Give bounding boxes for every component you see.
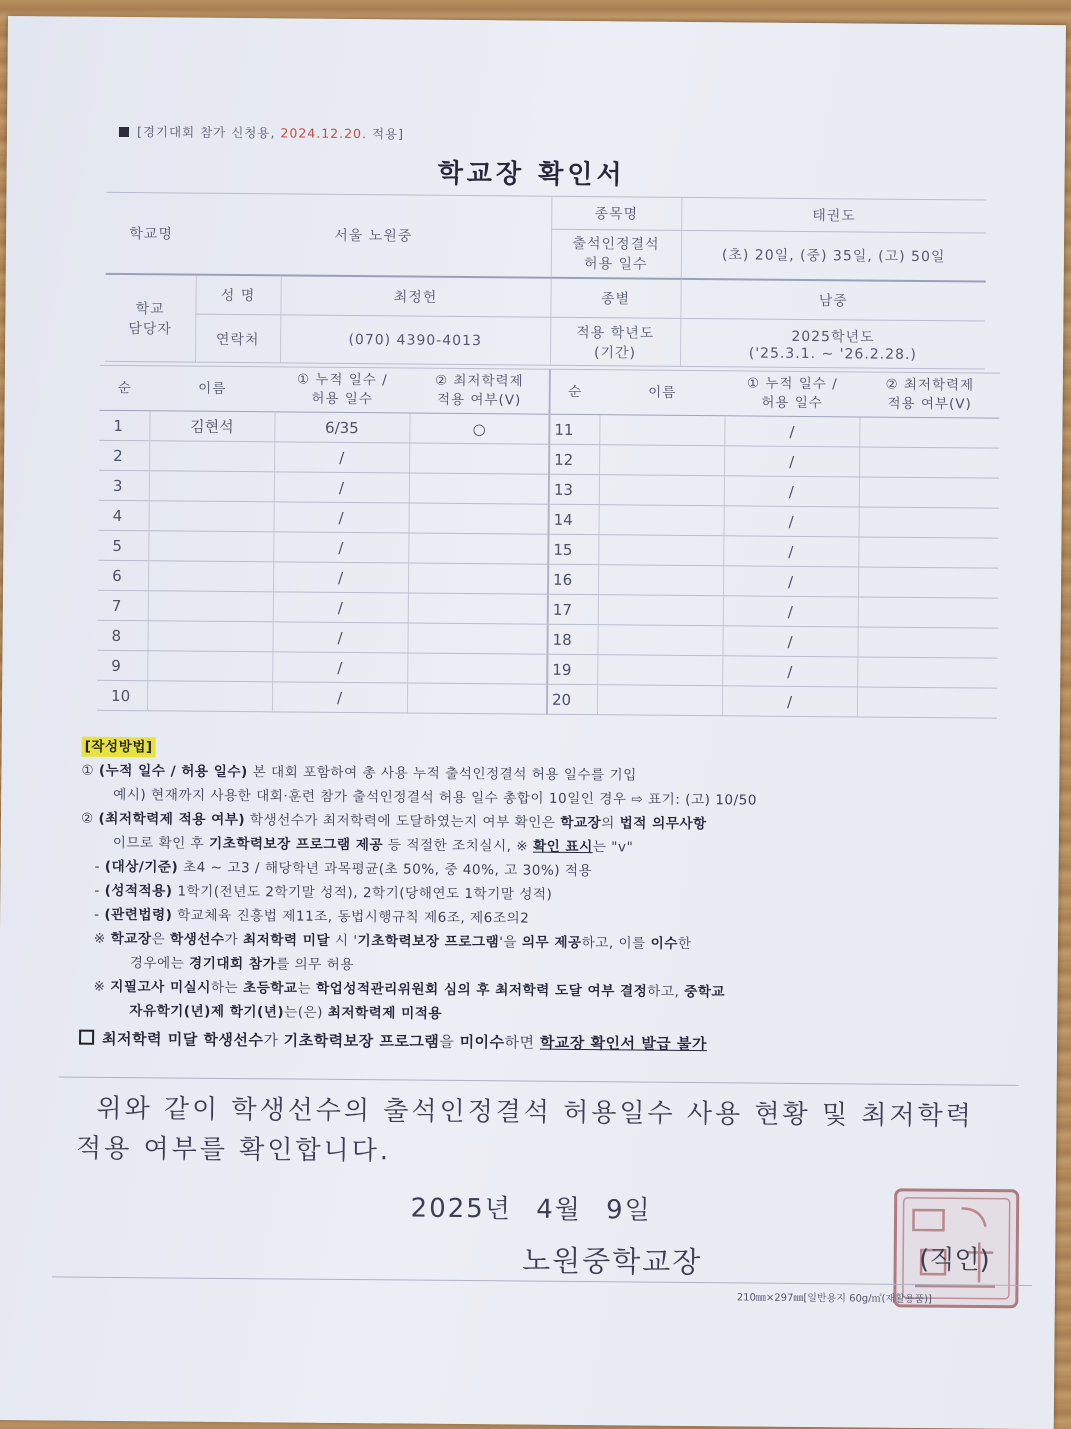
days-cell: /	[723, 566, 858, 597]
min-academic-cell	[858, 597, 998, 628]
square-bullet-icon	[119, 127, 129, 137]
guide-line: 이므로 확인 후 기초학력보장 프로그램 제공 등 적절한 조치실시, ※ 확인 표시는 "v"	[112, 834, 634, 856]
student-name-cell	[147, 621, 272, 652]
days-cell: 6/35	[274, 412, 409, 443]
days-cell: /	[272, 622, 407, 653]
min-academic-cell: ○	[409, 413, 549, 444]
gender-label: 종별	[550, 277, 680, 318]
document-page	[0, 16, 1066, 1429]
row-number: 10	[97, 680, 147, 710]
min-academic-cell	[857, 657, 997, 688]
row-number: 7	[98, 590, 148, 620]
guide-line: ※ 학교장은 학생선수가 최저학력 미달 시 '기초학력보장 프로그램'을 의무 제공하고, 이를 이수한	[93, 930, 692, 952]
event-label: 종목명	[551, 196, 681, 230]
absence-value: (초) 20일, (중) 35일, (고) 50일	[681, 230, 986, 281]
min-academic-cell	[858, 537, 998, 568]
student-name-cell	[149, 471, 274, 502]
name-label: 성 명	[195, 274, 280, 315]
issue-date: 2025년 4월 9일	[410, 1193, 652, 1226]
days-cell: /	[273, 562, 408, 593]
guide-line: 자유학기(년)제 학기(년)는(은) 최저학력제 미적용	[129, 1003, 443, 1022]
form-tag-line: [경기대회 참가 신청용, 2024.12.20. 적용]	[119, 122, 404, 142]
min-academic-cell	[859, 477, 999, 508]
row-number: 2	[99, 440, 149, 470]
row-number: 14	[548, 504, 598, 534]
days-cell: /	[723, 536, 858, 567]
row-number: 11	[549, 414, 599, 444]
min-academic-cell	[859, 417, 999, 448]
days-cell: /	[274, 502, 409, 533]
row-number: 12	[549, 444, 599, 474]
days-cell: /	[273, 532, 408, 563]
event-value: 태권도	[681, 197, 986, 233]
days-cell: /	[274, 472, 409, 503]
guide-line: 경우에는 경기대회 참가를 의무 허용	[129, 955, 355, 974]
student-name-cell	[597, 625, 722, 656]
row-number: 20	[547, 684, 597, 714]
guide-line: - (성적적용) 1학기(전년도 2학기말 성적), 2학기(당해연도 1학기말 성적)	[94, 882, 553, 903]
days-cell: /	[272, 682, 407, 713]
student-name-cell	[599, 445, 724, 476]
year-label: 적용 학년도 (기간)	[550, 317, 680, 366]
student-name-cell	[148, 531, 273, 562]
row-number: 16	[548, 564, 598, 594]
manager-label: 학교 담당자	[105, 273, 196, 362]
seal-label: (직인)	[919, 1244, 990, 1276]
student-name-cell	[149, 501, 274, 532]
min-academic-cell	[858, 507, 998, 538]
student-name-cell	[148, 591, 273, 622]
absence-label: 출석인정결석 허용 일수	[551, 229, 681, 278]
student-name-cell	[599, 475, 724, 506]
days-cell: /	[274, 442, 409, 473]
days-cell: /	[273, 592, 408, 623]
guide-line: ② (최저학력제 적용 여부) 학생선수가 최저학력에 도달하였는지 여부 확인은 학교장의 법적 의무사항	[80, 810, 707, 833]
student-name-cell	[148, 561, 273, 592]
paper-spec-footnote: 210㎜×297㎜[일반용지 60g/㎡(재활용품)]	[736, 1292, 932, 1306]
min-academic-cell	[859, 447, 999, 478]
row-number: 4	[99, 500, 149, 530]
guide-heading: [작성방법]	[82, 737, 156, 758]
tag-date: 2024.12.20.	[280, 125, 368, 142]
row-number: 5	[98, 530, 148, 560]
confirmation-statement: 위와 같이 학생선수의 출석인정결석 허용일수 사용 현황 및 최저학력 적용 여부를 확인합니다.	[75, 1093, 974, 1167]
roster-header-row: 순 이름 ① 누적 일수 / 허용 일수 ② 최저학력제 적용 여부(V) 순 이름 ① 누적 일수 / 허용 일수 ② 최저학력제 적용 여부(V)	[100, 365, 1000, 418]
days-cell: /	[722, 656, 857, 687]
name-value: 최정헌	[280, 275, 550, 317]
row-number: 3	[99, 470, 149, 500]
gender-value: 남중	[680, 278, 985, 321]
days-cell: /	[272, 652, 407, 683]
row-number: 19	[547, 654, 597, 684]
student-name-cell	[598, 535, 723, 566]
min-academic-cell	[857, 627, 997, 658]
student-name-cell	[597, 655, 722, 686]
min-academic-cell	[858, 567, 998, 598]
student-name-cell	[149, 441, 274, 472]
min-academic-cell	[857, 687, 997, 718]
school-value: 서울 노원중	[196, 193, 552, 277]
guide-line: ① (누적 일수 / 허용 일수) 본 대회 포함하여 총 사용 누적 출석인정결석 허용 일수를 기입	[81, 762, 637, 784]
row-number: 15	[548, 534, 598, 564]
student-name-cell	[598, 505, 723, 536]
days-cell: /	[724, 416, 859, 447]
days-cell: /	[723, 506, 858, 537]
student-name-cell	[599, 415, 724, 446]
guide-line: 예시) 현재까지 사용한 대회·훈련 참가 출석인정결석 허용 일수 총합이 10일인 경우 ⇨ 표기: (고) 10/50	[113, 786, 758, 809]
student-name-cell	[598, 595, 723, 626]
days-cell: /	[722, 626, 857, 657]
page-title: 학교장 확인서	[437, 158, 626, 191]
row-number: 6	[98, 560, 148, 590]
min-academic-cell	[408, 533, 548, 564]
roster-table	[97, 365, 1000, 719]
min-academic-cell	[409, 473, 549, 504]
min-academic-cell	[409, 503, 549, 534]
info-table	[105, 192, 986, 370]
student-name-cell: 김현석	[149, 411, 274, 442]
principal-title: 노원중학교장	[522, 1243, 703, 1280]
row-number: 8	[97, 620, 147, 650]
min-academic-cell	[407, 623, 547, 654]
days-cell: /	[724, 476, 859, 507]
school-label: 학교명	[106, 192, 197, 274]
checkbox-square-icon	[79, 1030, 94, 1045]
writing-guide	[79, 735, 1022, 1059]
contact-value: (070) 4390-4013	[280, 315, 550, 365]
min-academic-cell	[407, 683, 547, 714]
row-number: 13	[549, 474, 599, 504]
guide-line: - (관련법령) 학교체육 진흥법 제11조, 동법시행규칙 제6조, 제6조의2	[94, 906, 530, 927]
days-cell: /	[722, 686, 857, 717]
contact-label: 연락처	[195, 314, 280, 363]
divider	[59, 1076, 1019, 1085]
row-number: 1	[99, 410, 149, 440]
row-number: 9	[97, 650, 147, 680]
student-name-cell	[147, 651, 272, 682]
days-cell: /	[723, 596, 858, 627]
min-academic-cell	[409, 443, 549, 474]
days-cell: /	[724, 446, 859, 477]
min-academic-cell	[407, 653, 547, 684]
student-name-cell	[598, 565, 723, 596]
guide-line: ※ 지필고사 미실시하는 초등학교는 학업성적관리위원회 심의 후 최저학력 도달 여부 결정하고, 중학교	[93, 978, 726, 1001]
guide-line: - (대상/기준) 초4 ~ 고3 / 해당학년 과목평균(초 50%, 중 40%, 고 30%) 적용	[94, 858, 593, 880]
row-number: 18	[547, 624, 597, 654]
min-academic-cell	[408, 563, 548, 594]
row-number: 17	[548, 594, 598, 624]
student-name-cell	[147, 681, 272, 712]
year-value: 2025학년도 ('25.3.1. ~ '26.2.28.)	[680, 318, 985, 369]
student-name-cell	[597, 685, 722, 716]
notice-line: 최저학력 미달 학생선수가 기초학력보장 프로그램을 미이수하면 학교장 확인서 발급 불가	[79, 1027, 1019, 1059]
min-academic-cell	[408, 593, 548, 624]
